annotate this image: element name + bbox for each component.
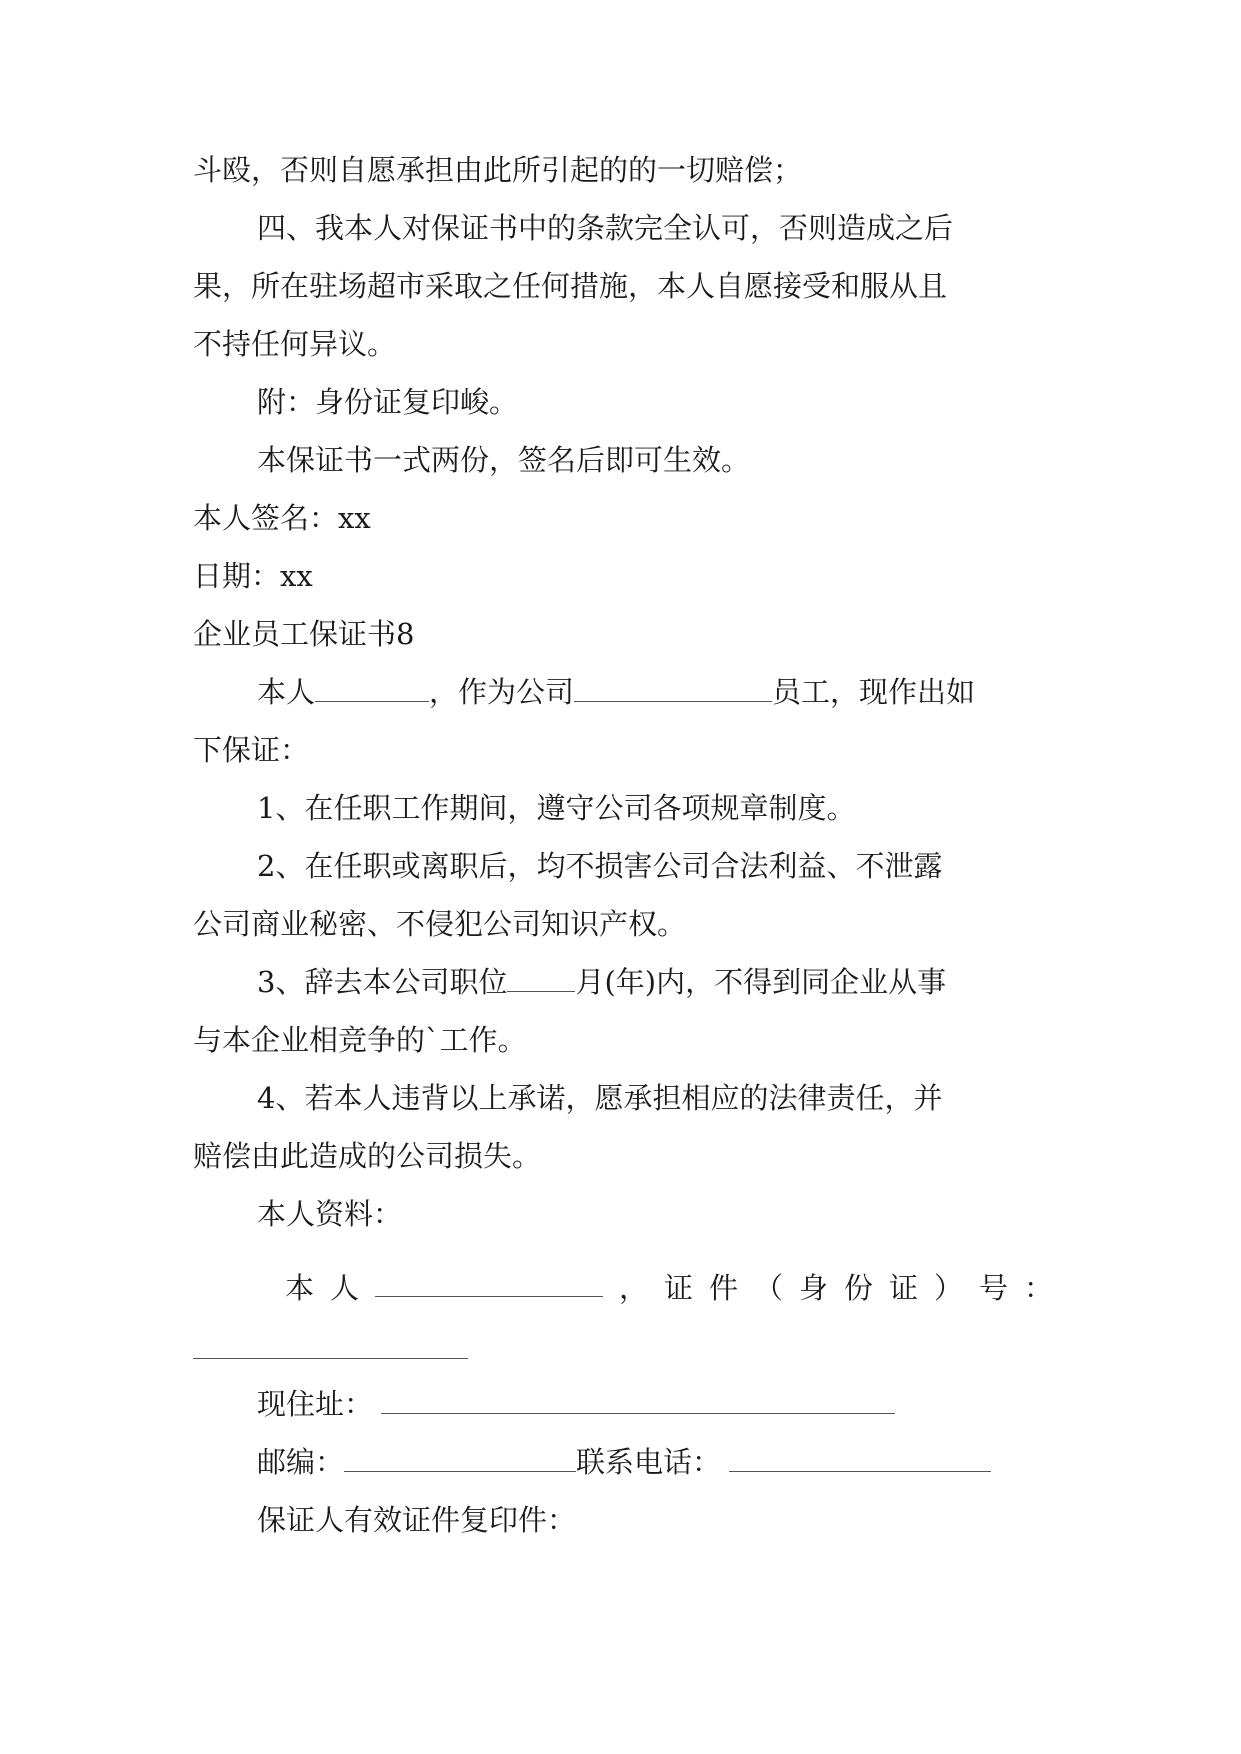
id-word: ） [933,1271,963,1305]
postcode-label: 邮编： [257,1445,345,1479]
contact-line [257,1442,991,1482]
address-blank [381,1385,895,1414]
text-line: 果，所在驻场超市采取之任何措施，本人自愿接受和服从且 [193,269,948,303]
id-word: 份 [843,1271,873,1305]
id-number-blank [193,1358,468,1359]
postcode-blank [344,1443,576,1472]
id-word: 件 [708,1271,738,1305]
id-word: 证 [888,1271,918,1305]
id-word: （ [753,1271,783,1305]
name-blank [315,673,429,702]
clause-2: 2、在任职或离职后，均不损害公司合法利益、不泄露 [257,849,943,883]
id-word: 本 [285,1271,315,1305]
validity-note: 本保证书一式两份，签名后即可生效。 [257,443,751,477]
clause-3-text-a: 3、辞去本公司职位 [257,965,508,999]
signature-line: 本人签名：xx [193,501,371,535]
intro-line [257,672,975,712]
clause-four: 四、我本人对保证书中的条款完全认可，否则造成之后 [257,211,954,245]
id-line [193,1268,1053,1308]
text-line: 不持任何异议。 [193,327,397,361]
personal-info-heading: 本人资料： [257,1197,403,1231]
id-word: 身 [798,1271,828,1305]
id-word: ， [618,1271,648,1305]
id-word: 证 [663,1271,693,1305]
intro-text-a: 本人 [257,675,316,709]
text-line: 公司商业秘密、不侵犯公司知识产权。 [193,907,687,941]
id-name-blank [375,1268,603,1297]
attachment-note: 附：身份证复印峻。 [257,385,519,419]
intro-text-b: ，作为公司 [429,675,575,709]
id-word: 人 [330,1271,360,1305]
id-word: ： [1023,1271,1053,1305]
clause-1: 1、在任职工作期间，遵守公司各项规章制度。 [257,791,856,825]
clause-4: 4、若本人违背以上承诺，愿承担相应的法律责任，并 [257,1081,943,1115]
section-title: 企业员工保证书8 [193,617,415,651]
clause-3 [257,962,946,1002]
address-line [257,1384,895,1424]
phone-label: 联系电话： [576,1445,722,1479]
phone-blank [729,1443,991,1472]
months-blank [507,963,575,992]
clause-3-text-b: 月(年)内，不得到同企业从事 [575,965,947,999]
text-line: 下保证： [193,733,310,767]
id-word: 号 [978,1271,1008,1305]
company-blank [574,673,772,702]
address-label: 现住址： [257,1387,374,1421]
date-line: 日期：xx [193,559,313,593]
intro-text-c: 员工，现作出如 [772,675,976,709]
text-line: 赔偿由此造成的公司损失。 [193,1139,542,1173]
text-line: 斗殴，否则自愿承担由此所引起的的一切赔偿； [193,153,803,187]
guarantor-id-copy: 保证人有效证件复印件： [257,1503,577,1537]
text-line: 与本企业相竞争的`工作。 [193,1023,527,1057]
